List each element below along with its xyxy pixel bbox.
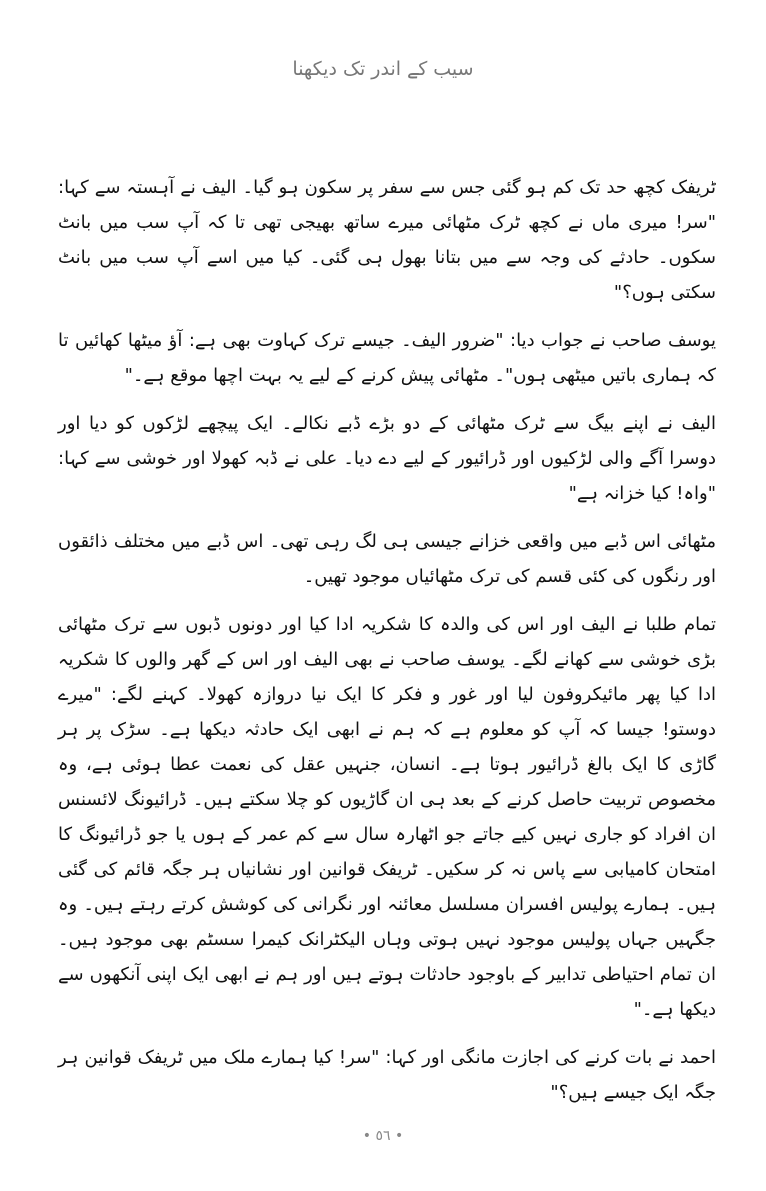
body-text [58,170,716,1123]
paragraph: الیف نے اپنے بیگ سے ٹرک مٹھائی کے دو بڑے ڈبے نکالے۔ ایک پیچھے لڑکوں کو دیا اور دوسرا آگے والی لڑکیوں اور ڈرائیور کے لیے دے دیا۔ علی نے ڈبہ کھولا اور خوشی سے کہا: "واہ! کیا خزانہ ہے" [58,413,716,504]
paragraph: ٹریفک کچھ حد تک کم ہو گئی جس سے سفر پر سکون ہو گیا۔ الیف نے آہستہ سے کہا: "سر! میری ماں نے کچھ ٹرک مٹھائی میرے ساتھ بھیجی تھی تا کہ آپ سب میں بانٹ سکوں۔ حادثے کی وجہ سے میں بتانا بھول ہی گئی۔ کیا میں اسے آپ سب میں بانٹ سکتی ہوں؟" [58,177,716,303]
paragraph: تمام طلبا نے الیف اور اس کی والدہ کا شکریہ ادا کیا اور دونوں ڈبوں سے ترک مٹھائی بڑی خوشی سے کھانے لگے۔ یوسف صاحب نے بھی الیف اور اس کے گھر والوں کا شکریہ ادا کیا پھر مائیکروفون لیا اور غور و فکر کا ایک نیا دروازہ کھولا۔ کہنے لگے: "میرے دوستو! جیسا کہ آپ کو معلوم ہے کہ ہم نے ابھی ایک حادثہ دیکھا ہے۔ سڑک پر ہر گاڑی کا ایک بالغ ڈرائیور ہوتا ہے۔ انسان، جنہیں عقل کی نعمت عطا ہوئی ہے، وہ مخصوص تربیت حاصل کرنے کے بعد ہی ان گاڑیوں کو چلا سکتے ہیں۔ ڈرائیونگ لائسنس ان افراد کو جاری نہیں کیے جاتے جو اٹھارہ سال سے کم عمر کے ہوں یا جو ڈرائیونگ کا امتحان کامیابی سے پاس نہ کر سکیں۔ ٹریفک قوانین اور نشانیاں ہر جگہ قائم کی گئی ہیں۔ ہمارے پولیس افسران مسلسل معائنہ اور نگرانی کی کوشش کرتے رہتے ہیں۔ وہ جگہیں جہاں پولیس موجود نہیں ہوتی وہاں الیکٹرانک کیمرا سسٹم بھی موجود ہیں۔ ان تمام احتیاطی تدابیر کے باوجود حادثات ہوتے ہیں اور ہم نے ابھی ایک اپنی آنکھوں سے دیکھا ہے۔" [58,614,716,1020]
page-title: سیب کے اندر تک دیکھنا [292,58,474,80]
paragraph: یوسف صاحب نے جواب دیا: "ضرور الیف۔ جیسے ترک کہاوت بھی ہے: آؤ میٹھا کھائیں تا کہ ہماری باتیں میٹھی ہوں"۔ مٹھائی پیش کرنے کے لیے یہ بہت اچھا موقع ہے۔" [58,330,716,386]
paragraph: احمد نے بات کرنے کی اجازت مانگی اور کہا: "سر! کیا ہمارے ملک میں ٹریفک قوانین ہر جگہ ایک جیسے ہیں؟" [58,1047,716,1103]
page-number: • ٥٦ • [362,1128,404,1144]
paragraph: مٹھائی اس ڈبے میں واقعی خزانے جیسی ہی لگ رہی تھی۔ اس ڈبے میں مختلف ذائقوں اور رنگوں کی کئی قسم کی ترک مٹھائیاں موجود تھیں۔ [58,531,716,587]
